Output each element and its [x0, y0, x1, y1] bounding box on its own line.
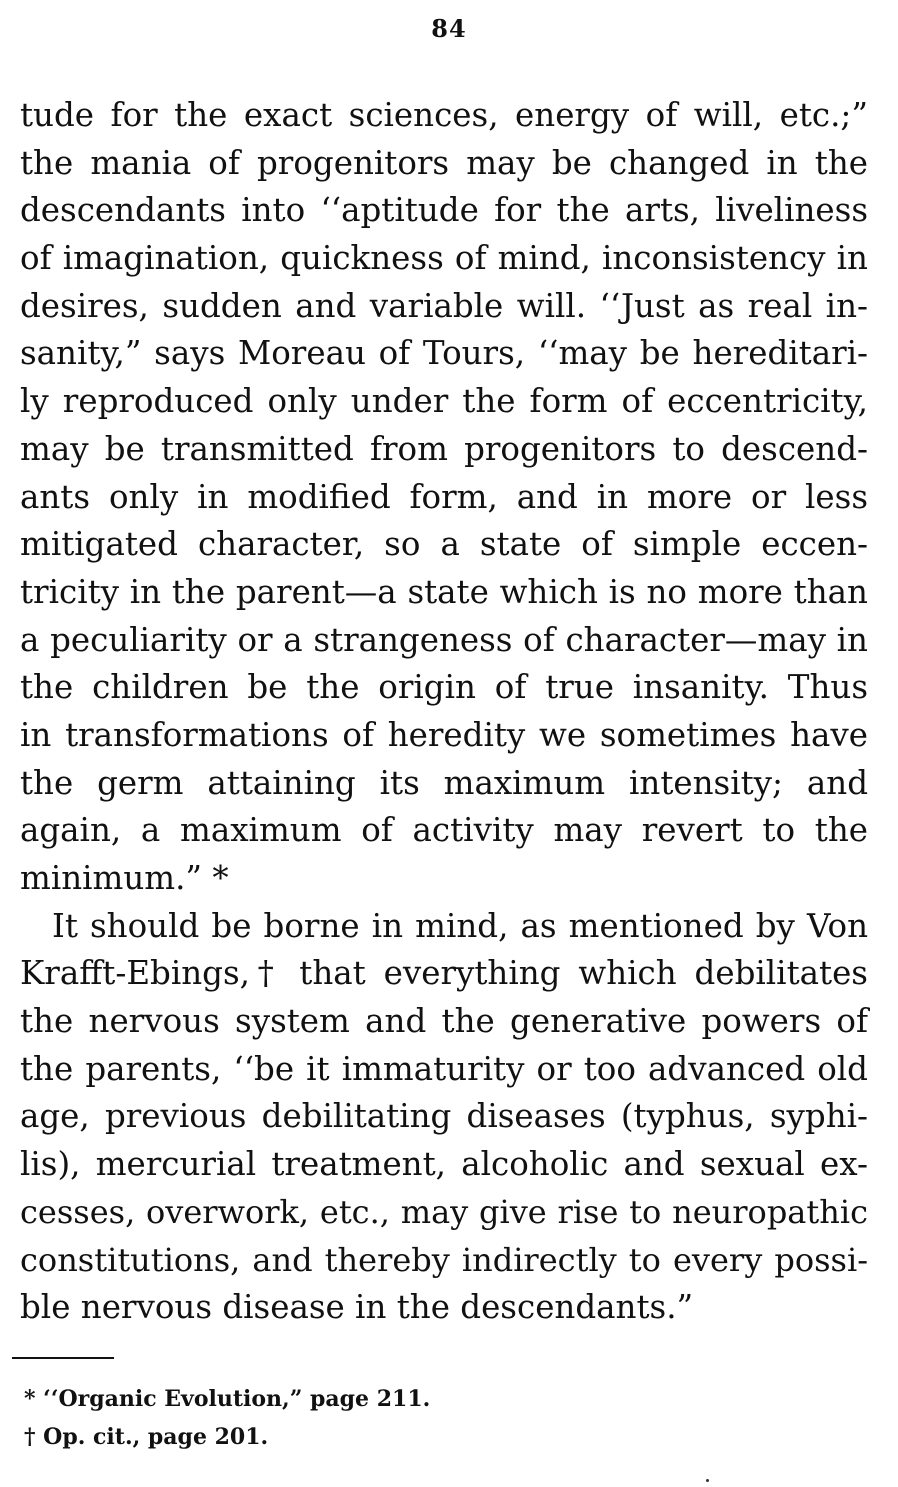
- body-text: [20, 92, 868, 1332]
- text-line: constitutions, and thereby indirectly to every possi-: [20, 1240, 868, 1279]
- text-line: a peculiarity or a strangeness of character—may in: [20, 620, 868, 659]
- text-line: sanity,” says Moreau of Tours, ‘‘may be hereditari-: [20, 334, 868, 373]
- footnote: * ‘‘Organic Evolution,” page 211.: [24, 1386, 431, 1412]
- footnote: † Op. cit., page 201.: [24, 1424, 269, 1450]
- text-line: cesses, overwork, etc., may give rise to neuropathic: [20, 1192, 868, 1231]
- text-line: It should be borne in mind, as mentioned by Von: [52, 906, 868, 945]
- text-line: descendants into ‘‘aptitude for the arts, liveliness: [20, 191, 868, 230]
- text-line: the nervous system and the generative powers of: [20, 1002, 868, 1041]
- footnote-divider: [12, 1357, 114, 1359]
- text-line: lis), mercurial treatment, alcoholic and sexual ex-: [20, 1145, 868, 1184]
- text-line: tude for the exact sciences, energy of will, etc.;”: [20, 96, 868, 134]
- page-number: 84: [431, 14, 467, 43]
- footnotes: [24, 1380, 724, 1456]
- text-line: in transformations of heredity we sometimes have: [20, 715, 868, 754]
- text-line: the mania of progenitors may be changed in the: [20, 143, 868, 182]
- print-speck: [706, 1479, 709, 1482]
- text-line: mitigated character, so a state of simple eccen-: [20, 525, 868, 564]
- text-line: the parents, ‘‘be it immaturity or too advanced old: [20, 1049, 868, 1088]
- text-line: desires, sudden and variable will. ‘‘Just as real in-: [20, 286, 868, 325]
- text-line: the children be the origin of true insanity. Thus: [20, 668, 868, 707]
- text-line: again, a maximum of activity may revert to the: [20, 811, 868, 850]
- text-line: ble nervous disease in the descendants.”: [20, 1288, 694, 1327]
- text-line: of imagination, quickness of mind, inconsistency in: [20, 239, 868, 278]
- text-line: ly reproduced only under the form of eccentricity,: [20, 382, 868, 421]
- text-line: Krafft-Ebings,† that everything which debilitates: [20, 954, 868, 993]
- text-line: minimum.” *: [20, 859, 229, 897]
- text-line: may be transmitted from progenitors to descend-: [20, 429, 868, 468]
- text-line: the germ attaining its maximum intensity; and: [20, 763, 868, 802]
- text-line: age, previous debilitating diseases (typhus, syphi-: [20, 1097, 868, 1136]
- text-line: ants only in modified form, and in more or less: [20, 477, 868, 516]
- text-line: tricity in the parent—a state which is no more than: [20, 572, 868, 611]
